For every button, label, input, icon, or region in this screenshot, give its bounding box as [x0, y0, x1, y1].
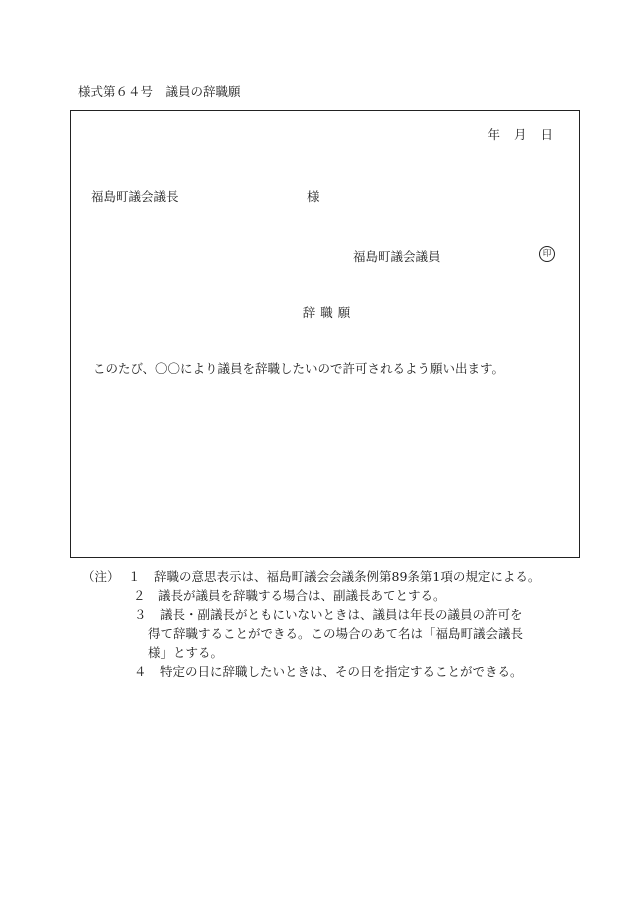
note-item-1 — [82, 567, 582, 586]
document-body-text: このたび、〇〇により議員を辞職したいので許可されるよう願い出ます。 — [93, 361, 505, 376]
seal-mark-icon: 印 — [539, 246, 555, 262]
note-number: ３ — [134, 607, 147, 622]
resignation-form-box — [70, 110, 580, 558]
addressee-honorific: 様 — [307, 189, 320, 204]
note-item-4 — [82, 662, 582, 681]
note-text: 特定の日に辞職したいときは、その日を指定することができる。 — [160, 664, 523, 679]
date-line — [487, 125, 553, 143]
year-label: 年 — [487, 127, 500, 142]
note-text: 辞職の意思表示は、福島町議会会議条例第89条第1項の規定による。 — [154, 569, 541, 584]
day-label: 日 — [540, 127, 553, 142]
note-item-3 — [82, 605, 582, 662]
note-item-2 — [82, 586, 582, 605]
notes-section — [82, 567, 582, 681]
form-title: 様式第６４号 議員の辞職願 — [78, 84, 241, 99]
note-number: ４ — [134, 664, 147, 679]
month-label: 月 — [513, 127, 527, 142]
note-number: ２ — [133, 588, 146, 603]
note-text: 議長が議員を辞職する場合は、副議長あてとする。 — [158, 588, 446, 603]
applicant-label: 福島町議会議員 — [353, 249, 441, 264]
note-text: 様」とする。 — [148, 645, 224, 660]
notes-prefix: （注） — [82, 569, 120, 584]
document-heading: 辞職願 — [302, 305, 356, 320]
addressee-name: 福島町議会議長 — [91, 189, 179, 204]
note-number: １ — [128, 569, 141, 584]
note-text: 議長・副議長がともにいないときは、議員は年長の議員の許可を — [160, 607, 523, 622]
note-text: 得て辞職することができる。この場合のあて名は「福島町議会議長 — [148, 626, 524, 641]
